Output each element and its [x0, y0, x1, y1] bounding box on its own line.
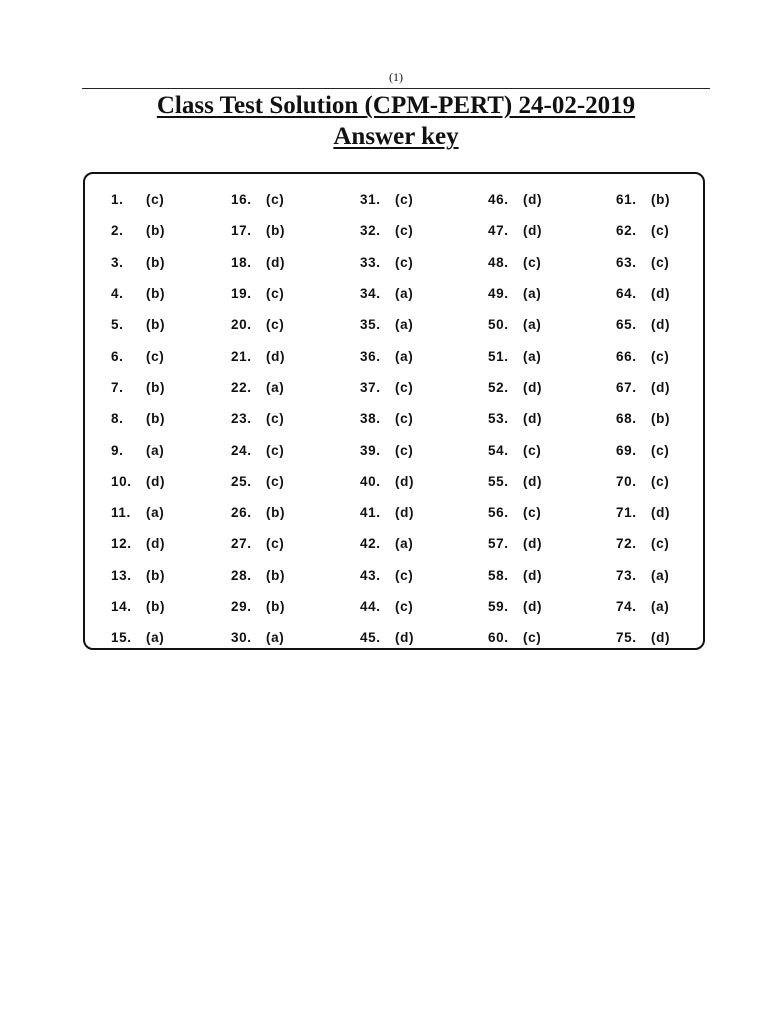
answer-item — [111, 247, 231, 278]
answer-option: (c) — [523, 442, 542, 458]
question-number: 45. — [360, 630, 381, 646]
answer-option: (c) — [523, 505, 542, 521]
answer-column-1 — [111, 184, 231, 653]
answer-item — [231, 434, 351, 465]
question-number: 26. — [231, 505, 252, 521]
question-number: 41. — [360, 505, 381, 521]
answer-option: (a) — [651, 567, 670, 583]
answer-column-2 — [231, 184, 351, 653]
question-number: 17. — [231, 223, 252, 239]
question-number: 65. — [616, 317, 637, 333]
answer-option: (d) — [651, 379, 671, 395]
answer-option: (c) — [395, 254, 414, 270]
answer-item — [360, 528, 480, 559]
answer-item — [360, 215, 480, 246]
answer-option: (b) — [146, 223, 166, 239]
answer-item — [111, 340, 231, 371]
answer-option: (a) — [395, 286, 414, 302]
question-number: 71. — [616, 505, 637, 521]
answer-option: (c) — [266, 192, 285, 208]
question-number: 19. — [231, 286, 252, 302]
answer-option: (c) — [395, 442, 414, 458]
answer-item — [111, 403, 231, 434]
question-number: 36. — [360, 348, 381, 364]
answer-item — [111, 372, 231, 403]
answer-option: (b) — [146, 254, 166, 270]
question-number: 73. — [616, 567, 637, 583]
answer-option: (c) — [651, 536, 670, 552]
answer-option: (b) — [266, 599, 286, 614]
question-number: 62. — [616, 223, 637, 239]
answer-option: (d) — [651, 286, 671, 302]
question-number: 68. — [616, 411, 637, 427]
answer-option: (d) — [395, 630, 415, 646]
question-number: 10. — [111, 473, 132, 489]
question-number: 11. — [111, 505, 131, 521]
question-number: 15. — [111, 630, 132, 646]
answer-option: (a) — [395, 348, 414, 364]
answer-item — [616, 184, 736, 215]
answer-option: (d) — [523, 223, 543, 239]
answer-item — [616, 591, 736, 622]
answer-option: (d) — [395, 505, 415, 521]
question-number: 74. — [616, 599, 637, 614]
question-number: 18. — [231, 254, 252, 270]
answer-option: (b) — [146, 286, 166, 302]
question-number: 1. — [111, 192, 124, 208]
question-number: 2. — [111, 223, 124, 239]
question-number: 8. — [111, 411, 124, 427]
question-number: 46. — [488, 192, 509, 208]
answer-item — [360, 591, 480, 622]
question-number: 33. — [360, 254, 381, 270]
answer-option: (c) — [395, 223, 414, 239]
answer-option: (c) — [146, 192, 165, 208]
question-number: 32. — [360, 223, 381, 239]
answer-item — [488, 434, 608, 465]
answer-option: (c) — [395, 599, 414, 614]
answer-option: (a) — [651, 599, 670, 614]
answer-item — [488, 560, 608, 591]
question-number: 12. — [111, 536, 132, 552]
answer-item — [360, 247, 480, 278]
answer-option: (a) — [523, 348, 542, 364]
answer-item — [616, 497, 736, 528]
answer-item — [616, 466, 736, 497]
answer-option: (b) — [146, 411, 166, 427]
answer-item — [111, 184, 231, 215]
question-number: 30. — [231, 630, 252, 646]
answer-item — [360, 340, 480, 371]
answer-item — [360, 278, 480, 309]
answer-item — [111, 560, 231, 591]
answer-item — [488, 403, 608, 434]
answer-option: (b) — [146, 567, 166, 583]
answer-item — [231, 184, 351, 215]
answer-option: (d) — [523, 473, 543, 489]
answer-key-box — [83, 172, 705, 650]
question-number: 44. — [360, 599, 381, 614]
question-number: 72. — [616, 536, 637, 552]
answer-column-5 — [616, 184, 736, 653]
answer-option: (a) — [266, 379, 285, 395]
question-number: 48. — [488, 254, 509, 270]
answer-item — [111, 215, 231, 246]
answer-item — [488, 278, 608, 309]
answer-item — [360, 466, 480, 497]
question-number: 21. — [231, 348, 252, 364]
answer-option: (d) — [651, 630, 671, 646]
answer-option: (d) — [651, 317, 671, 333]
answer-item — [231, 215, 351, 246]
question-number: 66. — [616, 348, 637, 364]
answer-option: (c) — [266, 442, 285, 458]
question-number: 50. — [488, 317, 509, 333]
answer-item — [231, 528, 351, 559]
question-number: 34. — [360, 286, 381, 302]
answer-item — [488, 497, 608, 528]
answer-option: (c) — [266, 473, 285, 489]
question-number: 28. — [231, 567, 252, 583]
answer-option: (d) — [266, 254, 286, 270]
answer-option: (b) — [266, 567, 286, 583]
question-number: 20. — [231, 317, 252, 333]
question-number: 43. — [360, 567, 381, 583]
question-number: 31. — [360, 192, 381, 208]
question-number: 37. — [360, 379, 381, 395]
question-number: 39. — [360, 442, 381, 458]
question-number: 38. — [360, 411, 381, 427]
answer-item — [360, 434, 480, 465]
answer-item — [488, 591, 608, 622]
answer-option: (b) — [146, 317, 166, 333]
answer-item — [231, 372, 351, 403]
answer-option: (c) — [651, 254, 670, 270]
answer-item — [360, 372, 480, 403]
question-number: 40. — [360, 473, 381, 489]
page-subtitle: Answer key — [333, 123, 459, 150]
question-number: 25. — [231, 473, 252, 489]
answer-item — [488, 340, 608, 371]
answer-item — [111, 497, 231, 528]
answer-item — [231, 340, 351, 371]
answer-item — [488, 184, 608, 215]
answer-option: (a) — [146, 630, 165, 646]
answer-option: (c) — [266, 317, 285, 333]
answer-option: (a) — [266, 630, 285, 646]
answer-item — [488, 372, 608, 403]
answer-option: (c) — [523, 254, 542, 270]
question-number: 27. — [231, 536, 252, 552]
answer-column-4 — [488, 184, 608, 653]
answer-option: (c) — [146, 348, 165, 364]
answer-item — [111, 309, 231, 340]
answer-option: (d) — [523, 536, 543, 552]
answer-option: (d) — [523, 379, 543, 395]
answer-option: (c) — [266, 286, 285, 302]
answer-item — [488, 466, 608, 497]
question-number: 4. — [111, 286, 124, 302]
answer-item — [360, 497, 480, 528]
question-number: 61. — [616, 192, 637, 208]
answer-option: (a) — [146, 505, 165, 521]
answer-item — [111, 278, 231, 309]
answer-option: (d) — [266, 348, 286, 364]
question-number: 24. — [231, 442, 252, 458]
question-number: 14. — [111, 599, 132, 614]
answer-item — [360, 184, 480, 215]
answer-option: (c) — [651, 473, 670, 489]
answer-item — [231, 309, 351, 340]
question-number: 64. — [616, 286, 637, 302]
answer-option: (c) — [266, 411, 285, 427]
answer-option: (d) — [523, 192, 543, 208]
question-number: 54. — [488, 442, 509, 458]
answer-option: (d) — [395, 473, 415, 489]
answer-item — [111, 434, 231, 465]
answer-item — [231, 466, 351, 497]
answer-option: (d) — [523, 411, 543, 427]
answer-option: (c) — [651, 442, 670, 458]
answer-option: (a) — [146, 442, 165, 458]
answer-item — [616, 560, 736, 591]
answer-item — [488, 215, 608, 246]
question-number: 60. — [488, 630, 509, 646]
answer-option: (c) — [651, 348, 670, 364]
question-number: 75. — [616, 630, 637, 646]
answer-option: (d) — [523, 599, 543, 614]
answer-item — [231, 497, 351, 528]
answer-option: (b) — [651, 192, 671, 208]
question-number: 63. — [616, 254, 637, 270]
answer-item — [616, 622, 736, 653]
question-number: 67. — [616, 379, 637, 395]
answer-item — [488, 309, 608, 340]
question-number: 35. — [360, 317, 381, 333]
answer-option: (a) — [395, 536, 414, 552]
answer-item — [616, 278, 736, 309]
question-number: 56. — [488, 505, 509, 521]
answer-option: (a) — [395, 317, 414, 333]
answer-option: (c) — [395, 379, 414, 395]
answer-item — [616, 340, 736, 371]
answer-option: (d) — [651, 505, 671, 521]
answer-item — [231, 403, 351, 434]
answer-option: (c) — [395, 567, 414, 583]
answer-option: (a) — [523, 286, 542, 302]
answer-option: (d) — [523, 567, 543, 583]
answer-option: (c) — [651, 223, 670, 239]
answer-item — [616, 372, 736, 403]
answer-item — [616, 434, 736, 465]
question-number: 53. — [488, 411, 509, 427]
answer-option: (c) — [266, 536, 285, 552]
answer-item — [616, 528, 736, 559]
question-number: 22. — [231, 379, 252, 395]
question-number: 13. — [111, 567, 132, 583]
answer-option: (b) — [266, 223, 286, 239]
answer-item — [111, 622, 231, 653]
answer-item — [231, 560, 351, 591]
answer-item — [360, 622, 480, 653]
question-number: 9. — [111, 442, 124, 458]
answer-option: (c) — [523, 630, 542, 646]
answer-item — [488, 622, 608, 653]
answer-item — [616, 403, 736, 434]
answer-item — [231, 278, 351, 309]
question-number: 55. — [488, 473, 509, 489]
question-number: 47. — [488, 223, 509, 239]
answer-item — [111, 528, 231, 559]
question-number: 69. — [616, 442, 637, 458]
answer-option: (d) — [146, 473, 166, 489]
question-number: 52. — [488, 379, 509, 395]
answer-item — [111, 466, 231, 497]
answer-option: (c) — [395, 411, 414, 427]
answer-item — [616, 309, 736, 340]
question-number: 3. — [111, 254, 124, 270]
question-number: 59. — [488, 599, 509, 614]
question-number: 51. — [488, 348, 509, 364]
answer-item — [111, 591, 231, 622]
answer-item — [360, 560, 480, 591]
answer-item — [616, 215, 736, 246]
answer-option: (b) — [651, 411, 671, 427]
page-title: Class Test Solution (CPM-PERT) 24-02-2019 — [156, 92, 636, 119]
question-number: 29. — [231, 599, 252, 614]
header-divider — [82, 88, 710, 89]
answer-item — [231, 247, 351, 278]
page-number: (1) — [389, 70, 403, 84]
question-number: 42. — [360, 536, 381, 552]
question-number: 23. — [231, 411, 252, 427]
question-number: 70. — [616, 473, 637, 489]
answer-item — [488, 528, 608, 559]
answer-item — [360, 403, 480, 434]
answer-column-3 — [360, 184, 480, 653]
question-number: 7. — [111, 379, 124, 395]
question-number: 58. — [488, 567, 509, 583]
question-number: 49. — [488, 286, 509, 302]
question-number: 6. — [111, 348, 124, 364]
answer-option: (b) — [146, 379, 166, 395]
answer-option: (b) — [146, 599, 166, 614]
answer-item — [360, 309, 480, 340]
question-number: 57. — [488, 536, 509, 552]
answer-option: (c) — [395, 192, 414, 208]
answer-item — [488, 247, 608, 278]
answer-option: (a) — [523, 317, 542, 333]
answer-item — [616, 247, 736, 278]
question-number: 5. — [111, 317, 124, 333]
answer-option: (b) — [266, 505, 286, 521]
answer-item — [231, 622, 351, 653]
answer-item — [231, 591, 351, 622]
question-number: 16. — [231, 192, 252, 208]
answer-option: (d) — [146, 536, 166, 552]
